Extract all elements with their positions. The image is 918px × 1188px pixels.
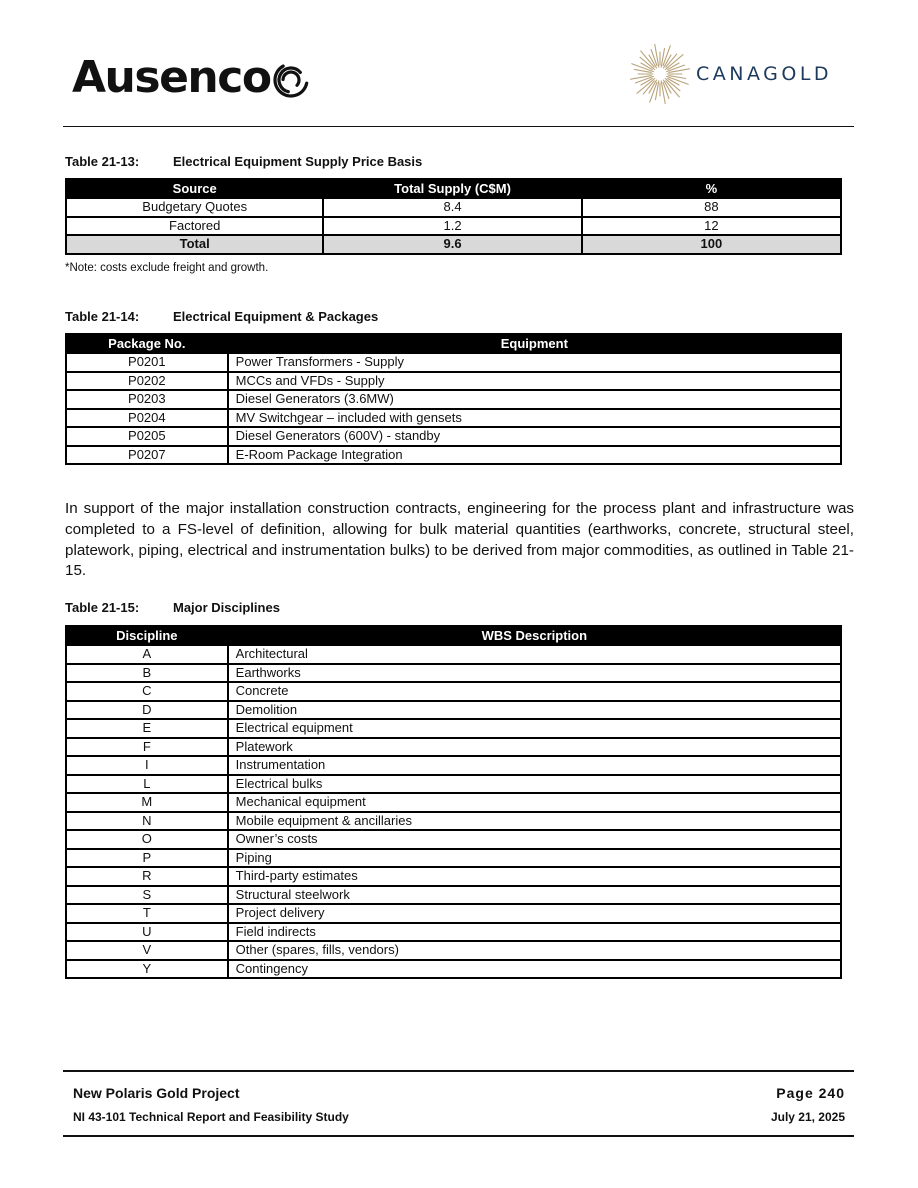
table-row	[66, 886, 841, 905]
table3-code-cell: T	[66, 904, 228, 923]
table-row	[66, 793, 841, 812]
table1-caption	[65, 154, 422, 169]
table3-code-cell: O	[66, 830, 228, 849]
table2-code-cell: P0201	[66, 353, 228, 372]
table-row	[66, 830, 841, 849]
table-row	[66, 664, 841, 683]
table2-header-row	[66, 334, 841, 353]
table3-code-cell: U	[66, 923, 228, 942]
table3-code-cell: E	[66, 719, 228, 738]
table-row	[66, 738, 841, 757]
canagold-logo	[630, 42, 832, 106]
table-row	[66, 775, 841, 794]
table-row	[66, 353, 841, 372]
table-row	[66, 960, 841, 979]
table-row	[66, 427, 841, 446]
table3-description-cell: Third-party estimates	[228, 867, 841, 886]
table1-cell: Factored	[66, 217, 323, 236]
table1-total-label: Total	[66, 235, 323, 254]
table3-description-cell: Piping	[228, 849, 841, 868]
table2-code-cell: P0207	[66, 446, 228, 465]
table2-code-cell: P0205	[66, 427, 228, 446]
footer-report: NI 43-101 Technical Report and Feasibility Study	[73, 1110, 349, 1124]
table3-description-cell: Owner’s costs	[228, 830, 841, 849]
table1-col-percent: %	[582, 179, 841, 198]
table1-col-source: Source	[66, 179, 323, 198]
table2-description-cell: MCCs and VFDs - Supply	[228, 372, 841, 391]
table3-code-cell: L	[66, 775, 228, 794]
table-row	[66, 719, 841, 738]
footer-date: July 21, 2025	[770, 1110, 845, 1124]
table3-code-cell: A	[66, 645, 228, 664]
table2-number: Table 21-14:	[65, 309, 140, 324]
table3-description-cell: Electrical bulks	[228, 775, 841, 794]
table3-code-cell: P	[66, 849, 228, 868]
table3-caption	[65, 600, 280, 615]
table3-code-cell: I	[66, 756, 228, 775]
table3-description-cell: Platework	[228, 738, 841, 757]
table-row	[66, 446, 841, 465]
table3-description-cell: Project delivery	[228, 904, 841, 923]
table2	[65, 333, 842, 465]
table-row	[66, 217, 841, 236]
table3-description-cell: Earthworks	[228, 664, 841, 683]
table1-note: *Note: costs exclude freight and growth.	[65, 262, 269, 274]
table-row	[66, 812, 841, 831]
table3-code-cell: R	[66, 867, 228, 886]
table-row	[66, 645, 841, 664]
table-row	[66, 372, 841, 391]
table1-cell: 12	[582, 217, 841, 236]
table2-col-equipment: Equipment	[228, 334, 841, 353]
table3	[65, 625, 842, 979]
table1-total-percent: 100	[582, 235, 841, 254]
table3-description-cell: Instrumentation	[228, 756, 841, 775]
footer-page: Page 240	[776, 1085, 845, 1101]
table3-description-cell: Demolition	[228, 701, 841, 720]
sunburst-icon	[630, 42, 690, 106]
table3-code-cell: B	[66, 664, 228, 683]
table3-title: Major Disciplines	[173, 600, 280, 615]
table3-code-cell: S	[66, 886, 228, 905]
table1-cell: 1.2	[323, 217, 581, 236]
table2-description-cell: MV Switchgear – included with gensets	[228, 409, 841, 428]
table3-col-discipline: Discipline	[66, 626, 228, 645]
table3-code-cell: V	[66, 941, 228, 960]
footer-project: New Polaris Gold Project	[73, 1085, 240, 1101]
table3-col-description: WBS Description	[228, 626, 841, 645]
table3-code-cell: F	[66, 738, 228, 757]
table3-description-cell: Structural steelwork	[228, 886, 841, 905]
table1-cell: 8.4	[323, 198, 581, 217]
table3-code-cell: D	[66, 701, 228, 720]
table-row	[66, 867, 841, 886]
table2-code-cell: P0203	[66, 390, 228, 409]
table3-code-cell: C	[66, 682, 228, 701]
table2-caption	[65, 309, 378, 324]
canagold-logo-text: CANAGOLD	[696, 63, 833, 85]
table1	[65, 178, 842, 255]
table3-description-cell: Concrete	[228, 682, 841, 701]
table-row	[66, 904, 841, 923]
table-row	[66, 941, 841, 960]
table1-title: Electrical Equipment Supply Price Basis	[173, 154, 423, 169]
table2-description-cell: Diesel Generators (600V) - standby	[228, 427, 841, 446]
table1-header-row	[66, 179, 841, 198]
table2-description-cell: Diesel Generators (3.6MW)	[228, 390, 841, 409]
table3-description-cell: Mobile equipment & ancillaries	[228, 812, 841, 831]
table1-total-supply: 9.6	[323, 235, 581, 254]
header-rule	[63, 126, 854, 127]
table-row	[66, 198, 841, 217]
table2-code-cell: P0204	[66, 409, 228, 428]
table2-title: Electrical Equipment & Packages	[173, 309, 379, 324]
table-row	[66, 390, 841, 409]
table-row	[66, 756, 841, 775]
table-row	[66, 923, 841, 942]
table1-total-row	[66, 235, 841, 254]
table3-description-cell: Other (spares, fills, vendors)	[228, 941, 841, 960]
table2-col-package: Package No.	[66, 334, 228, 353]
ausenco-logo-text: Ausenco	[72, 52, 271, 103]
swirl-icon	[272, 61, 310, 99]
body-paragraph: In support of the major installation construction contracts, engineering for the process plant and infrastructure was completed to a FS-level of definition, allowing for bulk material quantities (earthworks, concrete, structural steel, platework, piping, electrical and instrumentation bulks) to be derived from major commodities, as outlined in Table 21-15.	[65, 500, 854, 580]
table3-code-cell: Y	[66, 960, 228, 979]
table-row	[66, 701, 841, 720]
table3-description-cell: Architectural	[228, 645, 841, 664]
table3-description-cell: Field indirects	[228, 923, 841, 942]
table-row	[66, 409, 841, 428]
table3-description-cell: Contingency	[228, 960, 841, 979]
table2-description-cell: E-Room Package Integration	[228, 446, 841, 465]
table3-code-cell: N	[66, 812, 228, 831]
table3-code-cell: M	[66, 793, 228, 812]
table3-description-cell: Electrical equipment	[228, 719, 841, 738]
table-row	[66, 682, 841, 701]
table1-number: Table 21-13:	[65, 154, 140, 169]
footer-rule-bottom	[63, 1135, 854, 1137]
table1-cell: 88	[582, 198, 841, 217]
table3-header-row	[66, 626, 841, 645]
ausenco-logo	[72, 52, 310, 103]
footer-rule-top	[63, 1070, 854, 1072]
table2-description-cell: Power Transformers - Supply	[228, 353, 841, 372]
table2-code-cell: P0202	[66, 372, 228, 391]
table3-description-cell: Mechanical equipment	[228, 793, 841, 812]
table1-cell: Budgetary Quotes	[66, 198, 323, 217]
table1-col-supply: Total Supply (C$M)	[323, 179, 581, 198]
table3-number: Table 21-15:	[65, 600, 140, 615]
table-row	[66, 849, 841, 868]
